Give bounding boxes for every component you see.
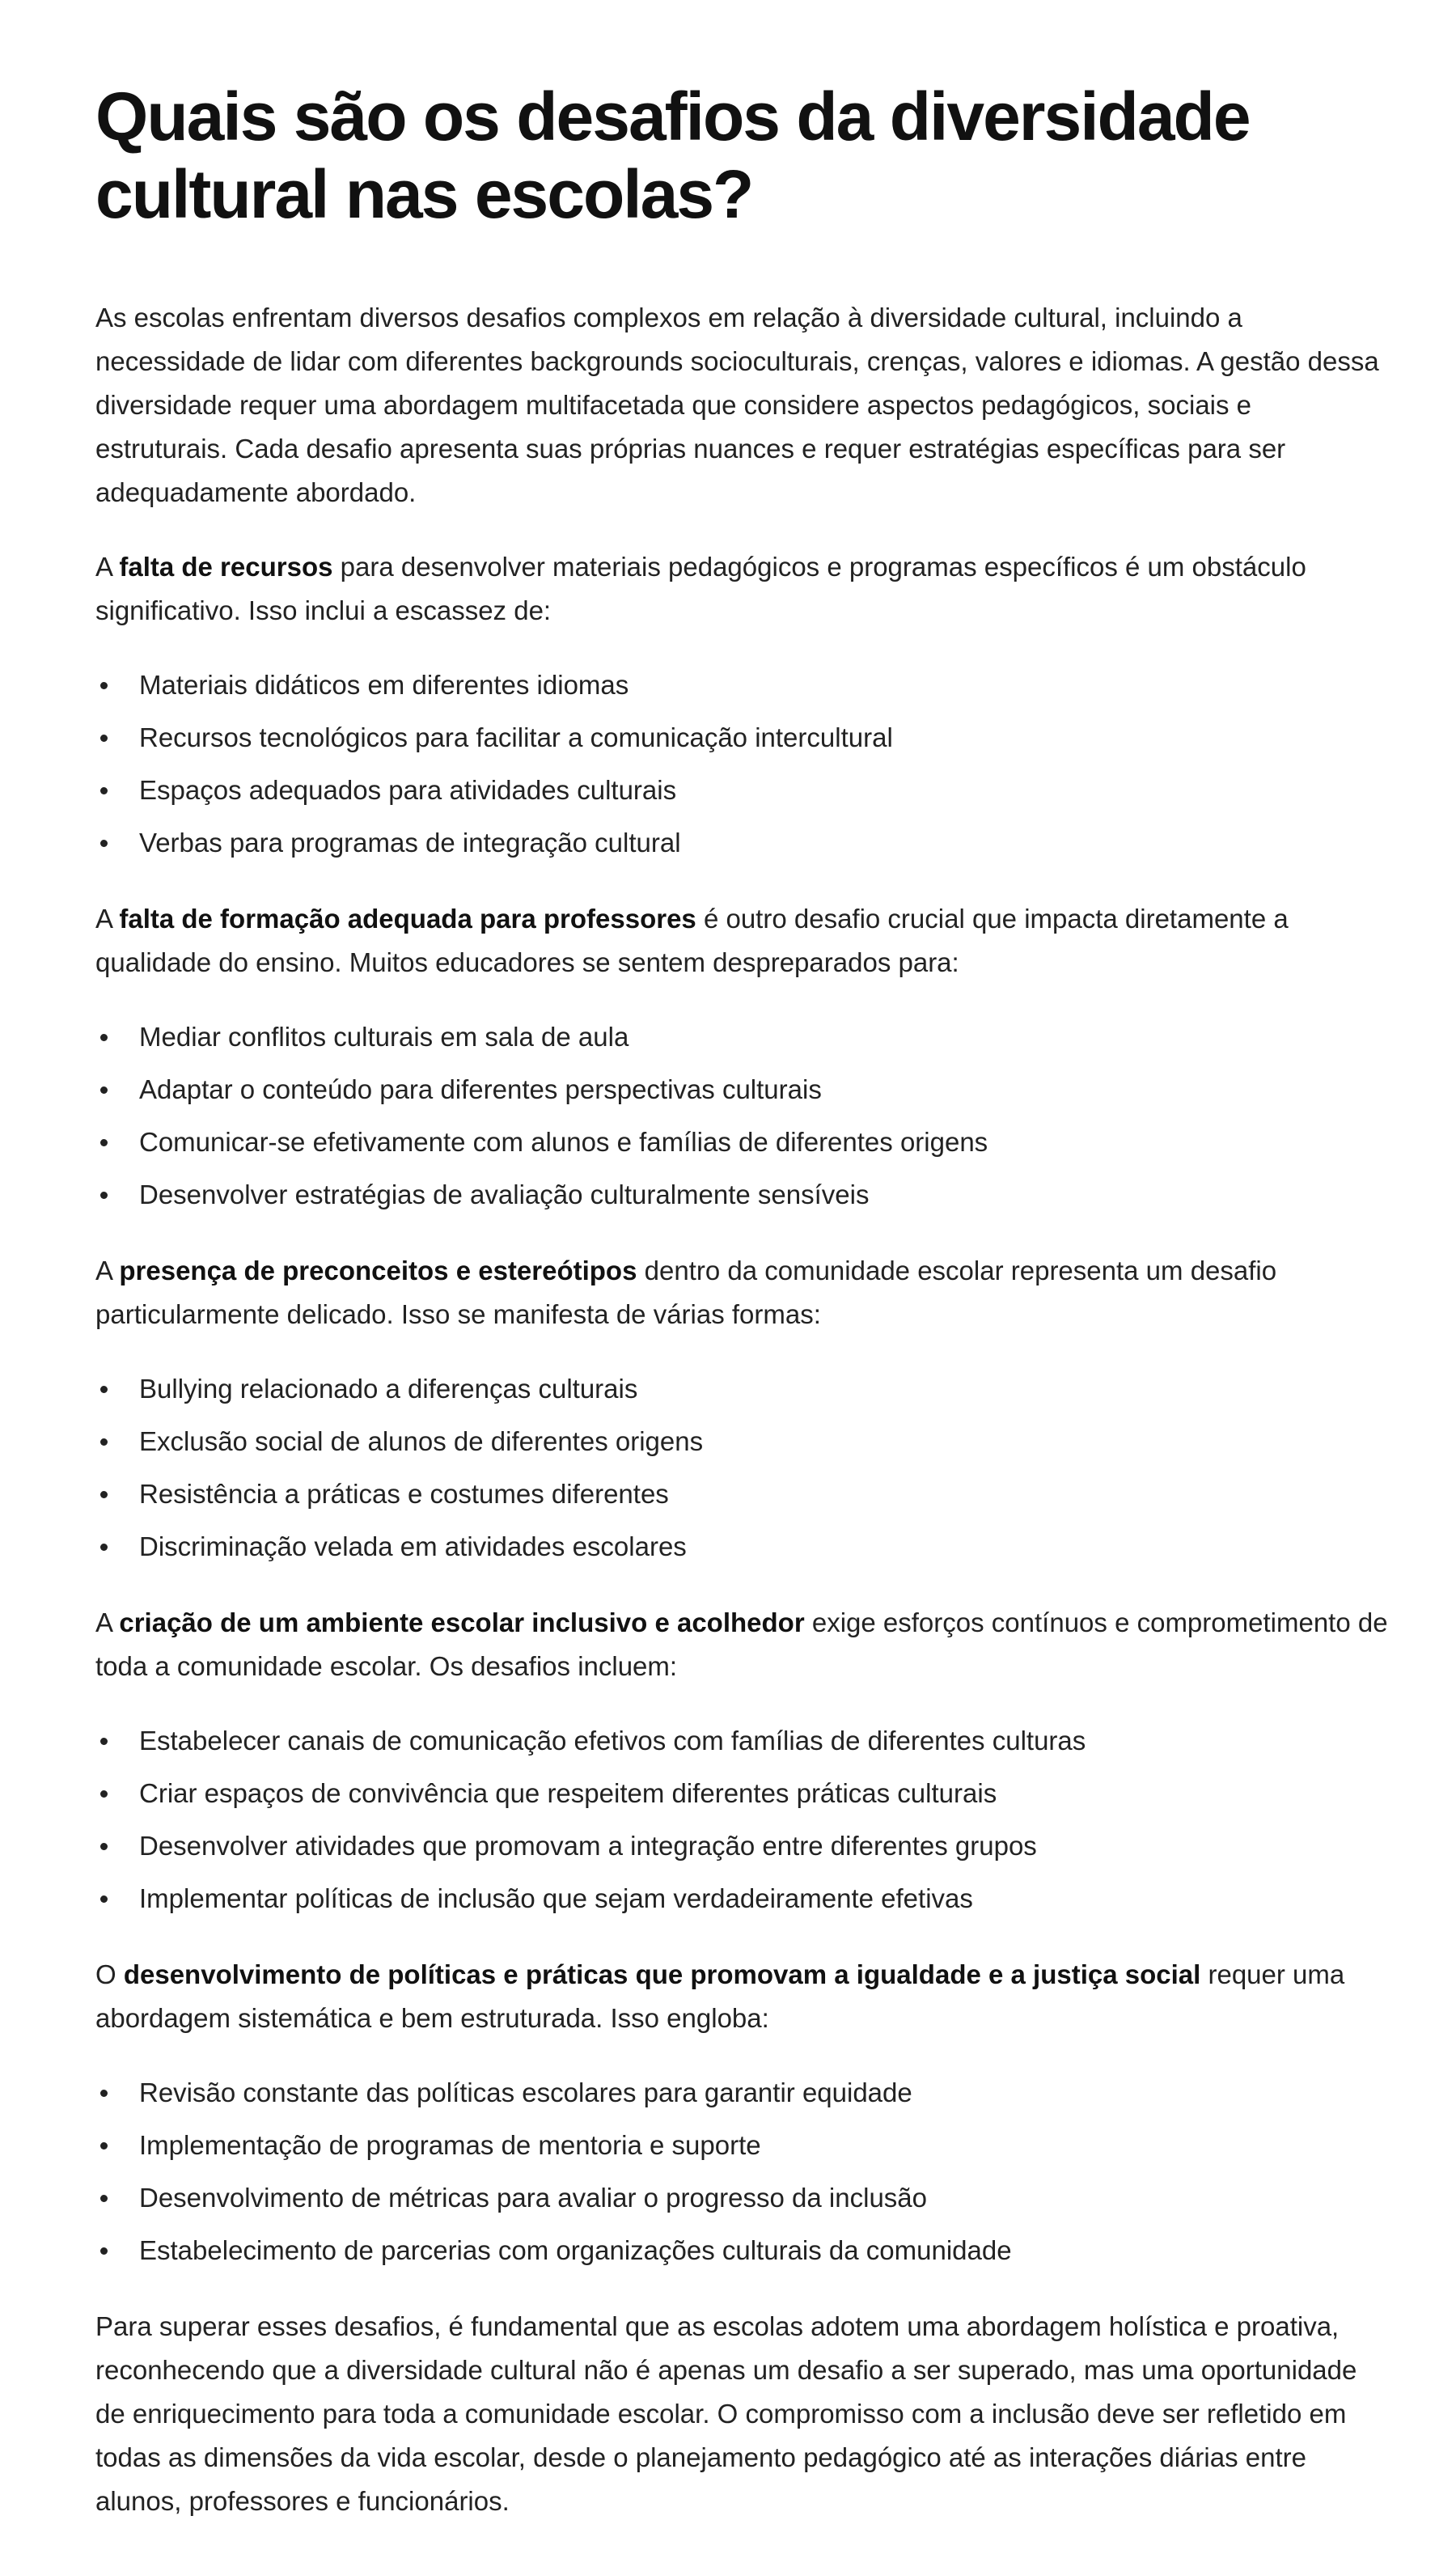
section-1-list xyxy=(95,663,1390,865)
section-highlight: desenvolvimento de políticas e práticas que promovam a igualdade e a justiça social xyxy=(123,1959,1201,1989)
list-item: Criar espaços de convivência que respeitem diferentes práticas culturais xyxy=(95,1772,1390,1815)
list-item: Materiais didáticos em diferentes idiomas xyxy=(95,663,1390,707)
section-text: é outro desafio crucial que impacta diretamente a qualidade do ensino. Muitos educadores se sentem despreparados para: xyxy=(95,904,1289,977)
section-3-paragraph xyxy=(95,1249,1390,1336)
intro-paragraph: As escolas enfrentam diversos desafios complexos em relação à diversidade cultural, incluindo a necessidade de lidar com diferentes backgrounds socioculturais, crenças, valores e idiomas. A gestão dessa diversidade requer uma abordagem multifacetada que considere aspectos pedagógicos, sociais e estruturais. Cada desafio apresenta suas próprias nuances e requer estratégias específicas para ser adequadamente abordado. xyxy=(95,303,1379,507)
list-item: Adaptar o conteúdo para diferentes perspectivas culturais xyxy=(95,1068,1390,1112)
list-item: Resistência a práticas e costumes diferentes xyxy=(95,1472,1390,1516)
section-3-list xyxy=(95,1367,1390,1569)
list-item: Espaços adequados para atividades culturais xyxy=(95,769,1390,812)
section-text: dentro da comunidade escolar representa um desafio particularmente delicado. Isso se manifesta de várias formas: xyxy=(95,1256,1277,1329)
page-title: Quais são os desafios da diversidade cultural nas escolas? xyxy=(95,78,1250,232)
list-item: Revisão constante das políticas escolares para garantir equidade xyxy=(95,2071,1390,2115)
conclusion-paragraph: Para superar esses desafios, é fundamental que as escolas adotem uma abordagem holística e proativa, reconhecendo que a diversidade cultural não é apenas um desafio a ser superado, mas uma oportunidade de enriquecimento para toda a comunidade escolar. O compromisso com a inclusão deve ser refletido em todas as dimensões da vida escolar, desde o planejamento pedagógico até as interações diárias entre alunos, professores e funcionários. xyxy=(95,2311,1357,2516)
section-5-list xyxy=(95,2071,1390,2272)
list-item: Discriminação velada em atividades escolares xyxy=(95,1525,1390,1569)
section-highlight: falta de formação adequada para professores xyxy=(119,904,696,934)
section-highlight: criação de um ambiente escolar inclusivo e acolhedor xyxy=(119,1607,805,1637)
list-item: Desenvolver estratégias de avaliação culturalmente sensíveis xyxy=(95,1173,1390,1217)
section-lead: A xyxy=(95,552,120,582)
section-4-list xyxy=(95,1719,1390,1921)
list-item: Recursos tecnológicos para facilitar a comunicação intercultural xyxy=(95,716,1390,760)
article xyxy=(95,78,1390,2554)
section-highlight: presença de preconceitos e estereótipos xyxy=(119,1256,637,1285)
section-text: requer uma abordagem sistemática e bem estruturada. Isso engloba: xyxy=(95,1959,1345,2033)
section-lead: A xyxy=(95,1607,120,1637)
list-item: Implementar políticas de inclusão que sejam verdadeiramente efetivas xyxy=(95,1877,1390,1921)
section-lead: O xyxy=(95,1959,124,1989)
section-5-paragraph xyxy=(95,1953,1390,2040)
section-4-paragraph xyxy=(95,1601,1390,1688)
section-text: para desenvolver materiais pedagógicos e programas específicos é um obstáculo significativo. Isso inclui a escassez de: xyxy=(95,552,1306,625)
list-item: Mediar conflitos culturais em sala de aula xyxy=(95,1015,1390,1059)
section-lead: A xyxy=(95,904,120,934)
list-item: Desenvolver atividades que promovam a integração entre diferentes grupos xyxy=(95,1824,1390,1868)
section-lead: A xyxy=(95,1256,120,1285)
list-item: Comunicar-se efetivamente com alunos e famílias de diferentes origens xyxy=(95,1120,1390,1164)
section-2-list xyxy=(95,1015,1390,1217)
list-item: Bullying relacionado a diferenças culturais xyxy=(95,1367,1390,1411)
section-2-paragraph xyxy=(95,897,1390,985)
list-item: Implementação de programas de mentoria e suporte xyxy=(95,2124,1390,2167)
list-item: Verbas para programas de integração cultural xyxy=(95,821,1390,865)
section-highlight: falta de recursos xyxy=(119,552,333,582)
section-1-paragraph xyxy=(95,545,1390,633)
list-item: Exclusão social de alunos de diferentes origens xyxy=(95,1420,1390,1463)
section-text: exige esforços contínuos e comprometimento de toda a comunidade escolar. Os desafios incluem: xyxy=(95,1607,1388,1681)
list-item: Estabelecimento de parcerias com organizações culturais da comunidade xyxy=(95,2229,1390,2272)
list-item: Desenvolvimento de métricas para avaliar o progresso da inclusão xyxy=(95,2176,1390,2220)
list-item: Estabelecer canais de comunicação efetivos com famílias de diferentes culturas xyxy=(95,1719,1390,1763)
